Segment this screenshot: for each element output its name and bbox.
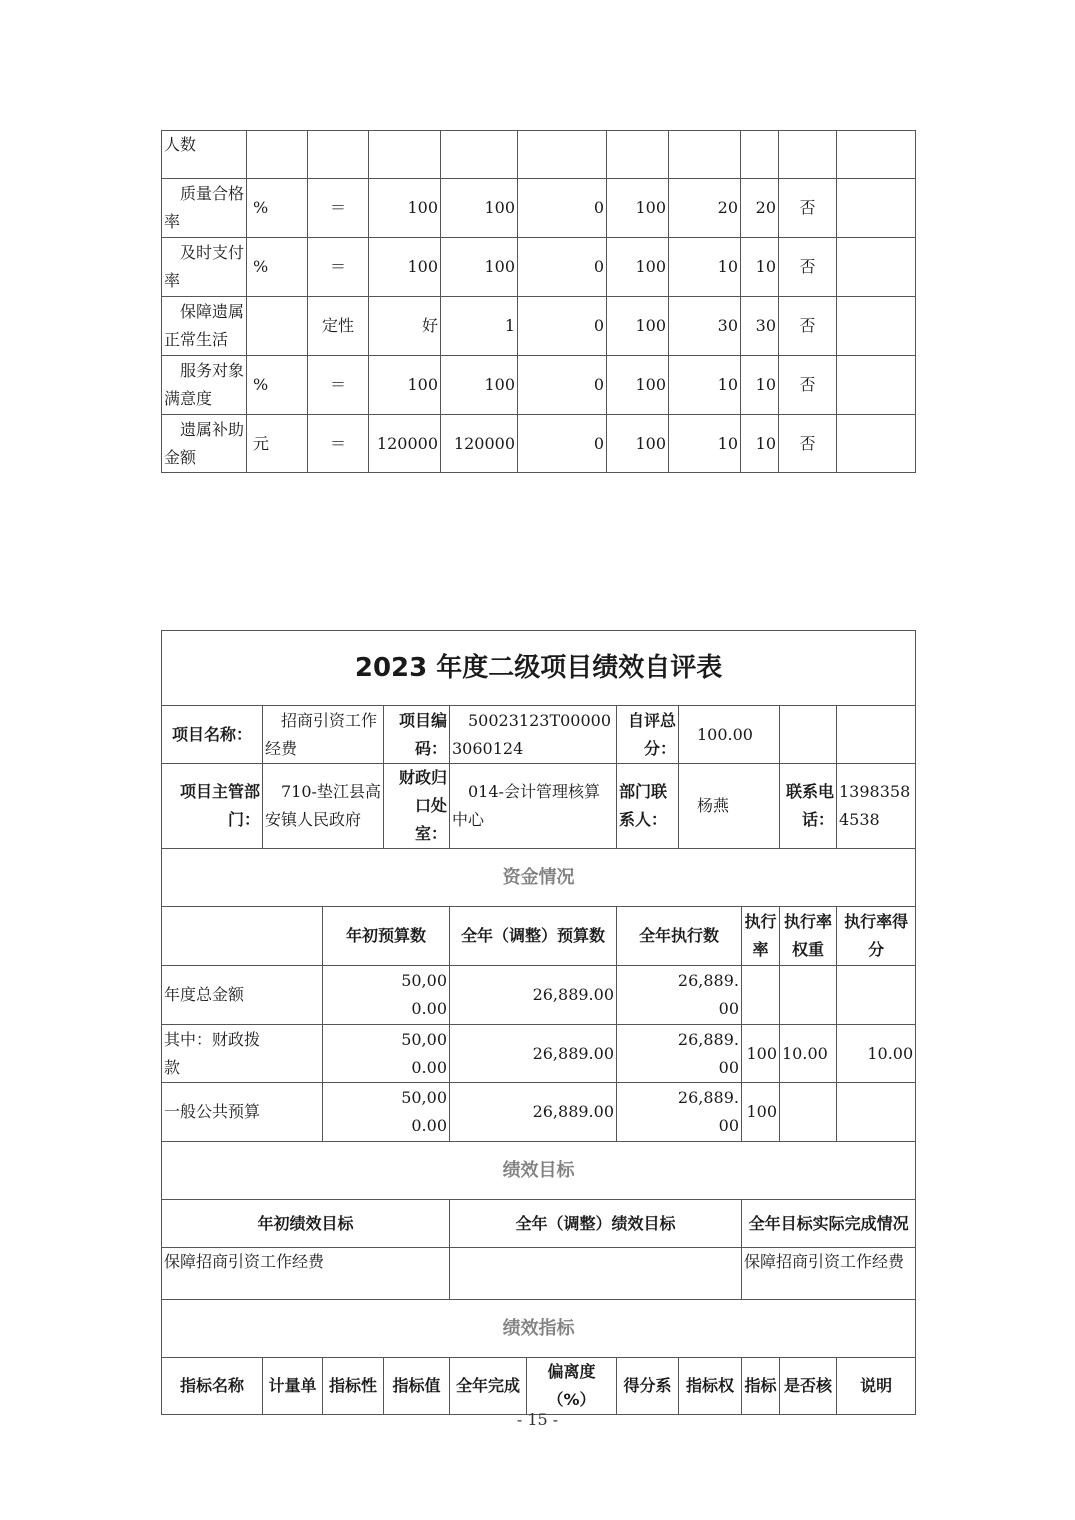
table-row	[162, 1300, 916, 1358]
table-row	[162, 966, 916, 1025]
col-header-rate-weight: 执行率权重	[780, 907, 837, 966]
rate-weight-cell	[780, 966, 837, 1025]
core-flag-cell: 否	[779, 297, 837, 356]
self-score-value: 100.00	[679, 706, 780, 764]
finance-office-value: 014-会计管理核算中心	[450, 764, 617, 849]
note-cell	[837, 238, 916, 297]
table-row	[162, 415, 916, 473]
col-header-actual-completion: 全年目标实际完成情况	[742, 1200, 916, 1248]
score-cell: 10	[741, 238, 779, 297]
col-header-value: 指标值	[384, 1358, 450, 1415]
project-code-value: 50023123T000003060124	[450, 706, 617, 764]
indicator-name-cell: 质量合格率	[162, 179, 247, 238]
funds-row-label: 年度总金额	[162, 966, 323, 1025]
note-cell	[837, 415, 916, 473]
deviation-cell: 0	[518, 356, 607, 415]
col-header-adjusted-goal: 全年（调整）绩效目标	[450, 1200, 742, 1248]
target-cell: 120000	[369, 415, 441, 473]
col-header-rate-score: 执行率得分	[837, 907, 916, 966]
phone-label: 联系电话：	[780, 764, 837, 849]
exec-rate-cell: 100	[742, 1083, 780, 1142]
table-row	[162, 1200, 916, 1248]
table-row	[162, 356, 916, 415]
project-name-value: 招商引资工作经费	[263, 706, 384, 764]
col-header-completed: 全年完成	[450, 1358, 527, 1415]
weight-cell: 10	[669, 415, 741, 473]
actual-cell: 100	[441, 179, 518, 238]
indicator-name-cell: 人数	[162, 131, 247, 179]
target-cell: 100	[369, 356, 441, 415]
exec-rate-cell	[742, 966, 780, 1025]
executed-cell: 26,889.00	[617, 1025, 742, 1083]
note-cell	[837, 179, 916, 238]
weight-cell: 10	[669, 356, 741, 415]
phone-value: 13983584538	[837, 764, 916, 849]
table-row	[162, 1248, 916, 1300]
col-header-is-core: 是否核	[780, 1358, 837, 1415]
rate-score-cell	[837, 966, 916, 1025]
indicator-table-continuation	[161, 130, 916, 473]
score-cell: 10	[741, 356, 779, 415]
table-row	[162, 179, 916, 238]
table-row	[162, 706, 916, 764]
executed-cell: 26,889.00	[617, 966, 742, 1025]
property-cell: 定性	[308, 297, 369, 356]
score-cell: 20	[741, 179, 779, 238]
col-header-note: 说明	[837, 1358, 916, 1415]
project-code-label: 项目编码：	[384, 706, 450, 764]
col-header-indicator: 指标	[742, 1358, 780, 1415]
contact-value: 杨燕	[679, 764, 780, 849]
note-cell	[837, 356, 916, 415]
col-header-property: 指标性	[323, 1358, 384, 1415]
property-cell: ＝	[308, 238, 369, 297]
self-evaluation-table	[161, 630, 916, 1415]
note-cell	[837, 297, 916, 356]
page-number: - 15 -	[516, 1410, 559, 1429]
adjusted-budget-cell: 26,889.00	[450, 966, 617, 1025]
col-header-executed: 全年执行数	[617, 907, 742, 966]
col-header-exec-rate: 执行率	[742, 907, 780, 966]
rate-score-cell	[837, 1083, 916, 1142]
table-row	[162, 1083, 916, 1142]
property-cell: ＝	[308, 415, 369, 473]
target-cell: 100	[369, 179, 441, 238]
funds-section-header: 资金情况	[162, 849, 916, 907]
funds-row-label: 其中：财政拨款	[162, 1025, 323, 1083]
actual-cell: 100	[441, 238, 518, 297]
table-row	[162, 297, 916, 356]
dept-value: 710-垫江县高安镇人民政府	[263, 764, 384, 849]
table-row	[162, 1142, 916, 1200]
adjusted-goal-cell	[450, 1248, 742, 1300]
deviation-cell: 0	[518, 415, 607, 473]
ratio-cell: 100	[607, 356, 669, 415]
initial-goal-cell: 保障招商引资工作经费	[162, 1248, 450, 1300]
table-row	[162, 131, 916, 179]
unit-cell: 元	[247, 415, 308, 473]
table-row	[162, 238, 916, 297]
target-cell: 好	[369, 297, 441, 356]
score-cell: 10	[741, 415, 779, 473]
weight-cell: 20	[669, 179, 741, 238]
core-flag-cell: 否	[779, 179, 837, 238]
goals-section-header: 绩效目标	[162, 1142, 916, 1200]
actual-cell: 120000	[441, 415, 518, 473]
col-header-initial-goal: 年初绩效目标	[162, 1200, 450, 1248]
col-header-unit: 计量单	[263, 1358, 323, 1415]
col-header-adjusted-budget: 全年（调整）预算数	[450, 907, 617, 966]
actual-cell: 100	[441, 356, 518, 415]
ratio-cell: 100	[607, 297, 669, 356]
unit-cell: %	[247, 238, 308, 297]
adjusted-budget-cell: 26,889.00	[450, 1083, 617, 1142]
executed-cell: 26,889.00	[617, 1083, 742, 1142]
exec-rate-cell: 100	[742, 1025, 780, 1083]
col-header-weight: 指标权	[679, 1358, 742, 1415]
target-cell: 100	[369, 238, 441, 297]
form-title: 2023 年度二级项目绩效自评表	[162, 631, 916, 706]
core-flag-cell: 否	[779, 356, 837, 415]
rate-weight-cell	[780, 1083, 837, 1142]
deviation-cell: 0	[518, 179, 607, 238]
ratio-cell: 100	[607, 238, 669, 297]
table-row	[162, 849, 916, 907]
initial-budget-cell: 50,000.00	[323, 1025, 450, 1083]
col-header-score-coef: 得分系	[617, 1358, 679, 1415]
table-row	[162, 631, 916, 706]
col-header-deviation: 偏离度（%）	[527, 1358, 617, 1415]
initial-budget-cell: 50,000.00	[323, 1083, 450, 1142]
adjusted-budget-cell: 26,889.00	[450, 1025, 617, 1083]
dept-label: 项目主管部门：	[162, 764, 263, 849]
actual-cell: 1	[441, 297, 518, 356]
unit-cell: %	[247, 356, 308, 415]
property-cell: ＝	[308, 356, 369, 415]
ratio-cell: 100	[607, 415, 669, 473]
deviation-cell: 0	[518, 297, 607, 356]
funds-row-label: 一般公共预算	[162, 1083, 323, 1142]
self-score-label: 自评总分：	[617, 706, 679, 764]
score-cell: 30	[741, 297, 779, 356]
unit-cell: %	[247, 179, 308, 238]
project-name-label: 项目名称：	[162, 706, 263, 764]
table-row	[162, 1358, 916, 1415]
unit-cell	[247, 297, 308, 356]
weight-cell: 30	[669, 297, 741, 356]
col-header-indicator-name: 指标名称	[162, 1358, 263, 1415]
deviation-cell: 0	[518, 238, 607, 297]
table-row	[162, 1025, 916, 1083]
finance-office-label: 财政归口处室：	[384, 764, 450, 849]
indicators-section-header: 绩效指标	[162, 1300, 916, 1358]
actual-completion-cell: 保障招商引资工作经费	[742, 1248, 916, 1300]
initial-budget-cell: 50,000.00	[323, 966, 450, 1025]
table-row	[162, 907, 916, 966]
core-flag-cell: 否	[779, 238, 837, 297]
contact-label: 部门联系人：	[617, 764, 679, 849]
rate-weight-cell: 10.00	[780, 1025, 837, 1083]
indicator-name-cell: 服务对象满意度	[162, 356, 247, 415]
table-row	[162, 764, 916, 849]
indicator-name-cell: 遗属补助金额	[162, 415, 247, 473]
indicator-name-cell: 及时支付率	[162, 238, 247, 297]
rate-score-cell: 10.00	[837, 1025, 916, 1083]
core-flag-cell: 否	[779, 415, 837, 473]
weight-cell: 10	[669, 238, 741, 297]
ratio-cell: 100	[607, 179, 669, 238]
col-header-initial-budget: 年初预算数	[323, 907, 450, 966]
property-cell: ＝	[308, 179, 369, 238]
indicator-name-cell: 保障遗属正常生活	[162, 297, 247, 356]
